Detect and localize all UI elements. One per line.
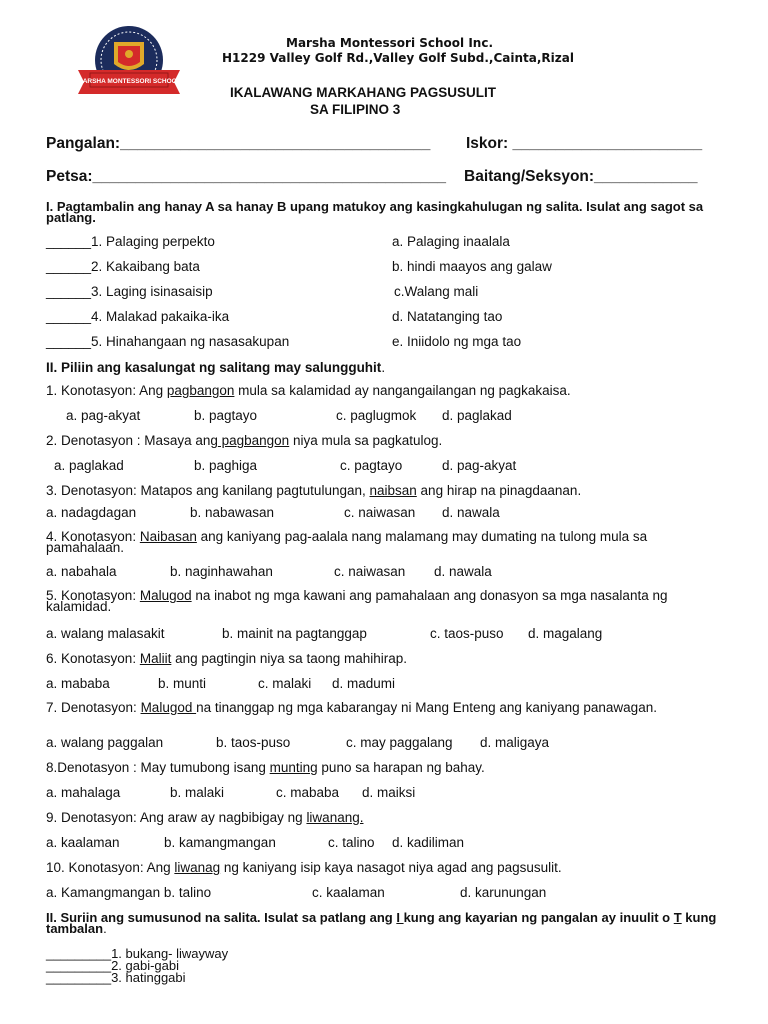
choice: c. pagtayo bbox=[340, 458, 403, 473]
question-text: 10. Konotasyon: Ang bbox=[46, 860, 175, 875]
question-text: 7. Denotasyon: bbox=[46, 700, 141, 715]
underlined-word: munting bbox=[269, 760, 318, 775]
choice: a. walang malasakit bbox=[46, 626, 165, 641]
question-text: 2. Denotasyon : Masaya ang bbox=[46, 433, 218, 448]
choice: c. talino bbox=[328, 835, 375, 850]
choice: a. mahalaga bbox=[46, 785, 121, 800]
choice: a. mababa bbox=[46, 676, 110, 691]
choice: b. paghiga bbox=[194, 458, 258, 473]
question bbox=[46, 760, 485, 775]
name-field: Pangalan:____________________________________ bbox=[46, 135, 431, 152]
choice: a. kaalaman bbox=[46, 835, 120, 850]
question-text: na inabot ng mga kawani ang pamahalaan ang donasyon sa mga nasalanta ng kalamidad. bbox=[46, 588, 668, 614]
choice: a. Kamangmangan b. talino bbox=[46, 885, 212, 900]
part3-instruction-text: II. Suriin ang sumusunod na salita. Isulat sa patlang ang bbox=[46, 910, 397, 925]
question bbox=[46, 483, 581, 498]
mark-inuulit: I bbox=[396, 910, 404, 925]
choice: d. nawala bbox=[434, 564, 492, 579]
choice: b. malaki bbox=[170, 785, 225, 800]
part3-item: _________1. bukang- liwayway bbox=[46, 946, 229, 961]
underlined-word: Maliit bbox=[139, 651, 172, 666]
question-text: mula sa kalamidad ay nangangailangan ng pagkakaisa. bbox=[234, 383, 571, 398]
choice: d. paglakad bbox=[442, 408, 512, 423]
choice: b. mainit na pagtanggap bbox=[222, 626, 367, 641]
question bbox=[46, 383, 571, 398]
question-text: ang hirap na pinagdaanan. bbox=[416, 483, 582, 498]
underlined-word: pagbangon bbox=[166, 383, 235, 398]
choice: d. magalang bbox=[528, 626, 603, 641]
choice: c. naiwasan bbox=[334, 564, 406, 579]
choice: a. paglakad bbox=[54, 458, 124, 473]
part3-item: _________2. gabi-gabi bbox=[46, 958, 180, 973]
choice: b. munti bbox=[158, 676, 207, 691]
part1-item-b: a. Palaging inaalala bbox=[392, 234, 510, 249]
choice: b. pagtayo bbox=[194, 408, 258, 423]
question-text: 9. Denotasyon: Ang araw ay nagbibigay ng bbox=[46, 810, 307, 825]
choice: d. kadiliman bbox=[392, 835, 465, 850]
choice: d. karunungan bbox=[460, 885, 547, 900]
part2-instruction-end: . bbox=[381, 360, 386, 375]
choice: c. may paggalang bbox=[346, 735, 453, 750]
part1-item-b: d. Natatanging tao bbox=[392, 309, 503, 324]
question bbox=[46, 433, 442, 448]
date-field: Petsa:_________________________________________ bbox=[46, 168, 446, 185]
grade-section-field: Baitang/Seksyon:____________ bbox=[464, 168, 698, 185]
part1-instruction: I. Pagtambalin ang hanay A sa hanay B upang matukoy ang kasingkahulugan ng salita. Isulat ang sagot sa patlang. bbox=[46, 199, 704, 225]
school-address: H1229 Valley Golf Rd.,Valley Golf Subd.,Cainta,Rizal bbox=[222, 51, 574, 65]
part3-item: _________3. hatinggabi bbox=[46, 970, 186, 985]
question-text: puno sa harapan ng bahay. bbox=[317, 760, 485, 775]
question bbox=[46, 810, 363, 825]
part1-item-a: ______1. Palaging perpekto bbox=[46, 234, 215, 249]
school-name: Marsha Montessori School Inc. bbox=[286, 36, 494, 50]
choice: b. taos-puso bbox=[216, 735, 291, 750]
question bbox=[46, 860, 562, 875]
choice: d. madumi bbox=[332, 676, 396, 691]
logo-text: MARSHA MONTESSORI SCHOOL bbox=[77, 78, 181, 85]
choice: a. nadagdagan bbox=[46, 505, 137, 520]
choice: d. pag-akyat bbox=[442, 458, 517, 473]
choice: c. kaalaman bbox=[312, 885, 385, 900]
question bbox=[46, 590, 726, 612]
underlined-word: liwanang. bbox=[306, 810, 364, 825]
underlined-word: liwanag bbox=[174, 860, 221, 875]
part1-item-a: ______3. Laging isinasaisip bbox=[46, 284, 213, 299]
choice: d. maiksi bbox=[362, 785, 416, 800]
question-text: ng kaniyang isip kaya nasagot niya agad ang pagsusulit. bbox=[220, 860, 562, 875]
question-text: 5. Konotasyon: bbox=[46, 588, 140, 603]
choice: b. kamangmangan bbox=[164, 835, 276, 850]
choice: c. malaki bbox=[258, 676, 312, 691]
choice: a. walang paggalan bbox=[46, 735, 164, 750]
question-text: 6. Konotasyon: bbox=[46, 651, 140, 666]
part3-instruction-text: kung tambalan bbox=[46, 910, 717, 936]
underlined-word: naibsan bbox=[369, 483, 417, 498]
choice: a. pag-akyat bbox=[66, 408, 141, 423]
choice: a. nabahala bbox=[46, 564, 117, 579]
part3-instruction bbox=[46, 912, 726, 934]
part1-item-a: ______2. Kakaibang bata bbox=[46, 259, 200, 274]
part1-item-a: ______5. Hinahangaan ng nasasakupan bbox=[46, 334, 290, 349]
question-text: 4. Konotasyon: bbox=[46, 529, 140, 544]
question-text: 1. Konotasyon: Ang bbox=[46, 383, 167, 398]
choice: c. mababa bbox=[276, 785, 340, 800]
part3-instruction-end: . bbox=[103, 921, 107, 936]
underlined-word: Malugod bbox=[140, 700, 197, 715]
part2-instruction bbox=[46, 360, 385, 375]
question-text: na tinanggap ng mga kabarangay ni Mang Enteng ang kaniyang panawagan. bbox=[196, 700, 657, 715]
question-text: niya mula sa pagkatulog. bbox=[289, 433, 443, 448]
exam-title: IKALAWANG MARKAHANG PAGSUSULIT bbox=[230, 85, 496, 100]
question bbox=[46, 651, 407, 666]
question-text: ang pagtingin niya sa taong mahihirap. bbox=[171, 651, 408, 666]
question bbox=[46, 531, 726, 553]
underlined-word: pagbangon bbox=[217, 433, 290, 448]
choice: d. nawala bbox=[442, 505, 500, 520]
part1-item-a: ______4. Malakad pakaika-ika bbox=[46, 309, 230, 324]
school-seal-icon bbox=[74, 20, 184, 110]
choice: c. naiwasan bbox=[344, 505, 416, 520]
part3-instruction-text: kung ang kayarian ng pangalan ay inuulit o bbox=[403, 910, 674, 925]
choice: d. maligaya bbox=[480, 735, 550, 750]
part1-item-b: b. hindi maayos ang galaw bbox=[392, 259, 552, 274]
part1-item-b: c.Walang mali bbox=[394, 284, 479, 299]
mark-tambalan: T bbox=[673, 910, 682, 925]
question-text: ang kaniyang pag-aalala nang malamang may dumating na tulong mula sa pamahalaan. bbox=[46, 529, 648, 555]
question-text: 3. Denotasyon: Matapos ang kanilang pagtutulungan, bbox=[46, 483, 370, 498]
score-field: Iskor: ______________________ bbox=[466, 135, 703, 152]
question-text: 8.Denotasyon : May tumubong isang bbox=[46, 760, 270, 775]
choice: b. naginhawahan bbox=[170, 564, 273, 579]
choice: c. paglugmok bbox=[336, 408, 417, 423]
exam-subtitle: SA FILIPINO 3 bbox=[310, 102, 401, 117]
underlined-word: Naibasan bbox=[139, 529, 197, 544]
question bbox=[46, 702, 726, 713]
school-logo bbox=[74, 20, 184, 110]
choice: b. nabawasan bbox=[190, 505, 275, 520]
part2-instruction-text: II. Piliin ang kasalungat ng salitang may salungguhit bbox=[46, 360, 382, 375]
part1-item-b: e. Iniidolo ng mga tao bbox=[392, 334, 522, 349]
underlined-word: Malugod bbox=[139, 588, 192, 603]
choice: c. taos-puso bbox=[430, 626, 504, 641]
